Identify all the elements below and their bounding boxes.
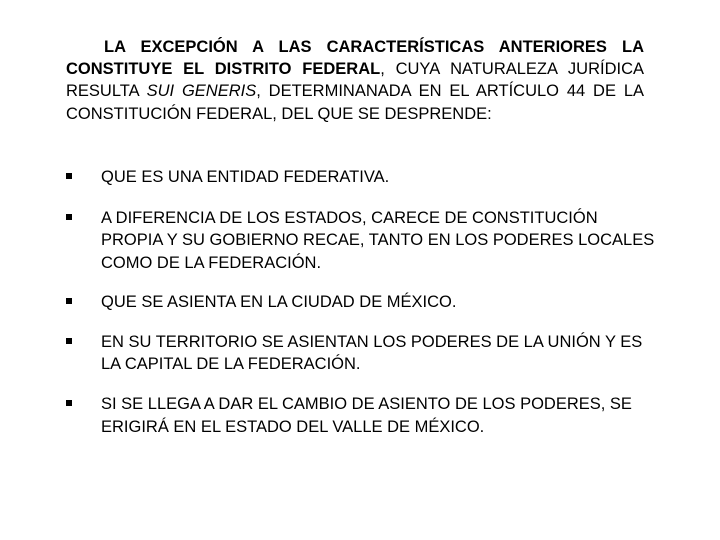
list-item <box>66 166 656 188</box>
square-bullet-icon <box>66 298 72 304</box>
intro-paragraph <box>66 36 644 125</box>
intro-text: , CUYA NATURALEZA JURÍDICA RESULTA <box>66 60 644 101</box>
bullet-text: EN SU TERRITORIO SE ASIENTAN LOS PODERES DE LA UNIÓN Y ES LA CAPITAL DE LA FEDERACIÓN. <box>101 333 643 374</box>
square-bullet-icon <box>66 214 72 220</box>
square-bullet-icon <box>66 400 72 406</box>
bullet-text: SI SE LLEGA A DAR EL CAMBIO DE ASIENTO DE LOS PODERES, SE ERIGIRÁ EN EL ESTADO DEL VALLE DE MÉXICO. <box>101 395 632 436</box>
bullet-text: QUE ES UNA ENTIDAD FEDERATIVA. <box>101 168 390 186</box>
bullet-text: QUE SE ASIENTA EN LA CIUDAD DE MÉXICO. <box>101 292 457 311</box>
square-bullet-icon <box>66 338 72 344</box>
bullet-list <box>66 166 656 456</box>
intro-bold-text: LA EXCEPCIÓN A LAS CARACTERÍSTICAS ANTERIORES LA CONSTITUYE EL DISTRITO FEDERAL <box>66 38 644 79</box>
intro-text-end: , DETERMINANADA EN EL ARTÍCULO 44 DE LA CONSTITUCIÓN FEDERAL, DEL QUE SE DESPRENDE: <box>66 82 644 123</box>
list-item <box>66 207 656 274</box>
list-item <box>66 393 656 437</box>
intro-italic-text: SUI GENERIS <box>146 82 257 101</box>
square-bullet-icon <box>66 173 72 179</box>
list-item <box>66 331 656 375</box>
bullet-text: A DIFERENCIA DE LOS ESTADOS, CARECE DE CONSTITUCIÓN PROPIA Y SU GOBIERNO RECAE, TANTO EN LOS PODERES LOCALES COMO DE LA FEDERACIÓN. <box>101 209 655 272</box>
list-item <box>66 291 656 313</box>
